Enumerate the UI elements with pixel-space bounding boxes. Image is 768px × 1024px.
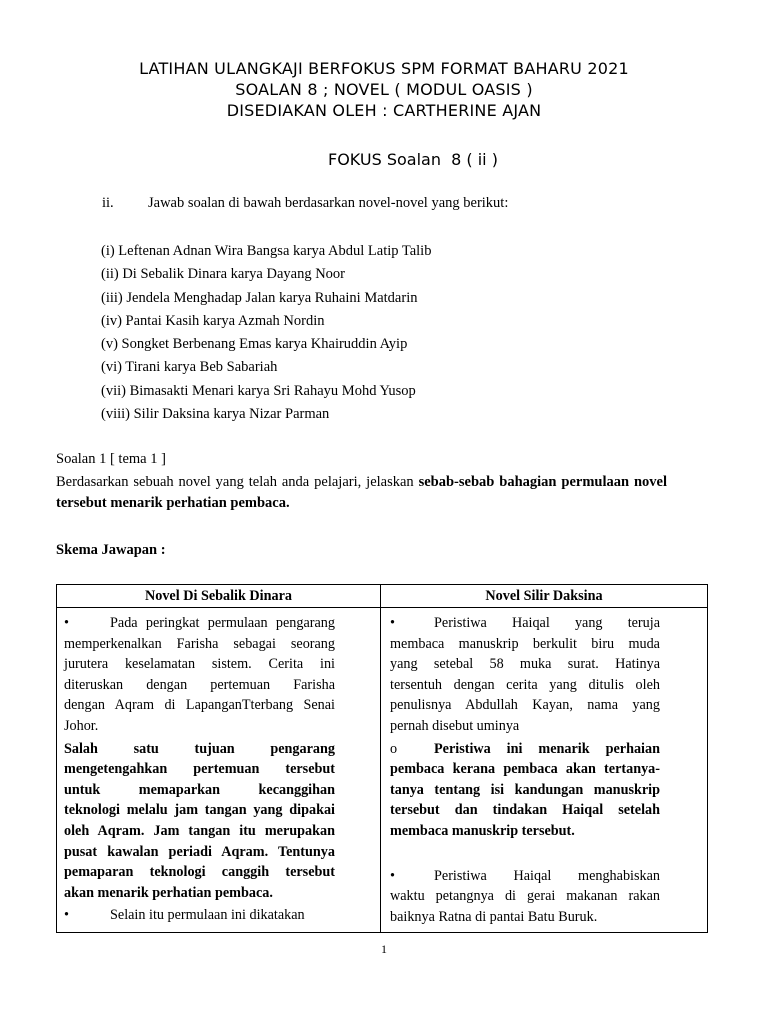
table-cell-dinara [57,608,381,933]
novel-list [101,240,431,426]
list-item: (v) Songket Berbenang Emas karya Khairuddin Ayip [101,336,408,353]
list-item: (vii) Bimasakti Menari karya Sri Rahayu Mohd Yusop [101,382,416,399]
bullet-paragraph: • Peristiwa Haiqal menghabiskan waktu petangnya di gerai makanan rakan baiknya Ratna di pantai Batu Buruk. [390,867,660,925]
instruction-text: Jawab soalan di bawah berdasarkan novel-novel yang berikut: [148,195,509,211]
table-header-row [57,585,708,608]
question-text-bold: sebab-sebab bahagian permulaan novel tersebut menarik perhatian pembaca. [56,474,667,511]
document-header [0,58,768,121]
header-line-3: DISEDIAKAN OLEH : CARTHERINE AJAN [226,101,542,120]
header-line-1: LATIHAN ULANGKAJI BERFOKUS SPM FORMAT BAHARU 2021 [139,59,629,78]
column-header: Novel Silir Daksina [381,585,708,608]
list-item: (iv) Pantai Kasih karya Azmah Nordin [101,312,325,329]
list-item: (i) Leftenan Adnan Wira Bangsa karya Abdul Latip Talib [101,243,432,259]
page-number: 1 [381,942,387,956]
table-cell-silir-daksina [381,608,708,933]
bullet-icon: • [64,615,69,631]
bullet-paragraph: • Peristiwa Haiqal yang teruja membaca manuskrip berkulit biru muda yang setebal 58 muka surat. Hatinya tersentuh dengan cerita yang ditulis oleh penulisnya Abdullah Kayan, nama yang pernah disebut uminya [390,615,660,734]
question-text [56,472,667,514]
bullet-paragraph: • Selain itu permulaan ini dikatakan [64,905,335,926]
bold-paragraph: Salah satu tujuan pengarang mengetengahkan pertemuan tersebut untuk memaparkan kecanggihan teknologi melalu jam tangan yang dipakai oleh Aqram. Jam tangan itu merupakan pusat kawalan periadi Aqram. Tentunya pemaparan teknologi canggih tersebut akan menarik perhatian pembaca. [64,740,335,901]
list-item: (iii) Jendela Menghadap Jalan karya Ruhaini Matdarin [101,289,418,306]
header-line-2: SOALAN 8 ; NOVEL ( MODUL OASIS ) [235,80,533,99]
list-item: (viii) Silir Daksina karya Nizar Parman [101,406,330,423]
answer-table [56,584,708,933]
sub-bullet-marker: o [390,740,398,757]
column-header: Novel Di Sebalik Dinara [57,585,381,608]
instruction-number: ii. [102,195,114,211]
table-row [57,608,708,933]
bullet-icon: • [390,615,395,631]
question-label: Soalan 1 [ tema 1 ] [56,451,166,467]
scheme-label: Skema Jawapan : [56,542,166,558]
list-item: (ii) Di Sebalik Dinara karya Dayang Noor [101,266,346,283]
bullet-paragraph: • Pada peringkat permulaan pengarang memperkenalkan Farisha sebagai seorang jurutera keselamatan sistem. Cerita ini diteruskan dengan pertemuan Farisha dengan Aqram di LapanganTterbang Senai Johor. [64,615,335,734]
question-text-plain: Berdasarkan sebuah novel yang telah anda pelajari, jelaskan [56,474,419,490]
bullet-icon: • [390,867,395,884]
focus-title: FOKUS Soalan 8 ( ii ) [328,150,498,169]
list-item: (vi) Tirani karya Beb Sabariah [101,359,278,376]
bold-paragraph: o Peristiwa ini menarik perhaian pembaca kerana pembaca akan tertanya- tanya tentang isi kandungan manuskrip tersebut dan tindakan Haiqal setelah membaca manuskrip tersebut. [390,740,660,839]
bullet-icon: • [64,907,69,924]
